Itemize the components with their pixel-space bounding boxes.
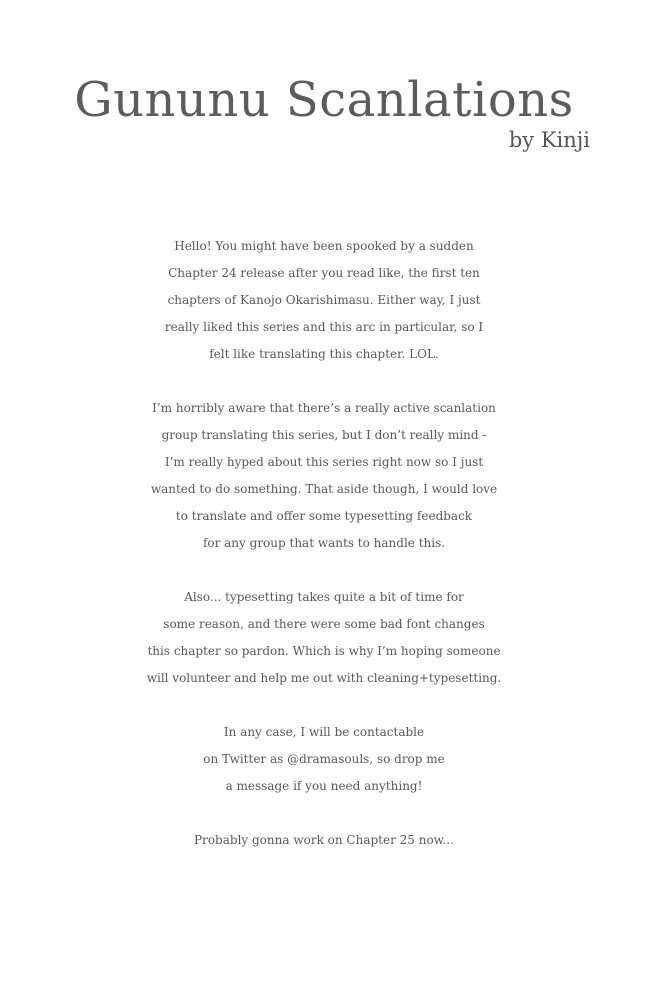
- text-line: In any case, I will be contactable: [223, 725, 425, 739]
- text-line: I’m really hyped about this series right now so I just: [164, 455, 484, 469]
- text-line: will volunteer and help me out with cleaning+typesetting.: [146, 671, 502, 685]
- paragraph-typesetting: [0, 584, 648, 692]
- text-line: this chapter so pardon. Which is why I’m hoping someone: [147, 644, 501, 658]
- paragraph-gap: [0, 557, 648, 584]
- author-byline: by Kinji: [508, 128, 590, 152]
- text-line: to translate and offer some typesetting feedback: [175, 509, 473, 523]
- text-line: really liked this series and this arc in particular, so I: [164, 320, 484, 334]
- paragraph-closing: [0, 827, 648, 854]
- text-line: I’m horribly aware that there’s a really active scanlation: [152, 401, 496, 415]
- paragraph-gap: [0, 368, 648, 395]
- text-line: group translating this series, but I don’t really mind -: [161, 428, 487, 442]
- paragraph-gap: [0, 692, 648, 719]
- paragraph-contact: [0, 719, 648, 800]
- paragraph-awareness: [0, 395, 648, 557]
- text-line: Probably gonna work on Chapter 25 now...: [194, 833, 454, 847]
- page-title: Gununu Scanlations: [74, 72, 574, 128]
- text-line: Chapter 24 release after you read like, the first ten: [168, 266, 480, 280]
- paragraph-intro: [0, 233, 648, 368]
- text-line: some reason, and there were some bad font changes: [163, 617, 485, 631]
- text-line: on Twitter as @dramasouls, so drop me: [203, 752, 445, 766]
- message-body: [0, 233, 648, 854]
- text-line: felt like translating this chapter. LOL.: [209, 347, 439, 361]
- text-line: for any group that wants to handle this.: [202, 536, 446, 550]
- paragraph-gap: [0, 800, 648, 827]
- text-line: chapters of Kanojo Okarishimasu. Either way, I just: [167, 293, 481, 307]
- text-line: wanted to do something. That aside though, I would love: [150, 482, 498, 496]
- text-line: a message if you need anything!: [225, 779, 423, 793]
- text-line: Hello! You might have been spooked by a sudden: [174, 239, 474, 253]
- text-line: Also... typesetting takes quite a bit of time for: [184, 590, 464, 604]
